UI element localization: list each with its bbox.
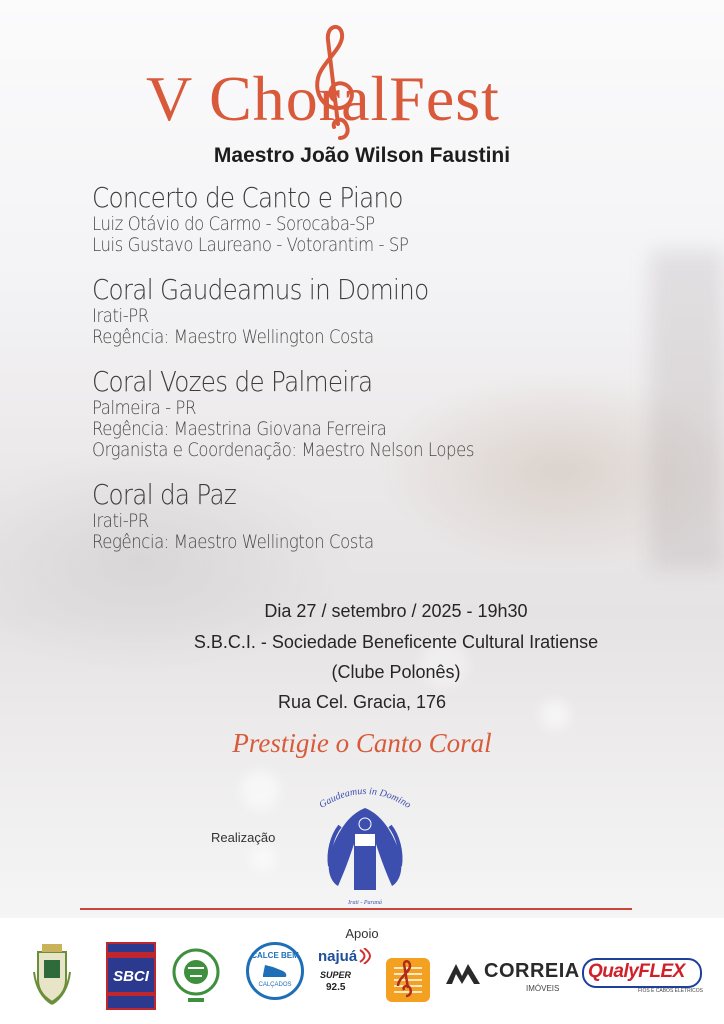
roof-icon (446, 962, 480, 984)
centro-cultural-logo (170, 942, 222, 1006)
event-name: Coral da Paz (92, 478, 237, 511)
event-detail: Irati-PR (92, 510, 149, 532)
background-bokeh (250, 845, 276, 871)
qualyflex-sub: FIOS E CABOS ELÉTRICOS (638, 988, 704, 994)
city-coat-of-arms-logo (32, 942, 72, 1008)
festival-subtitle: Maestro João Wilson Faustini (213, 144, 511, 167)
event-venue: S.B.C.I. - Sociedade Beneficente Cultural Iratiense (193, 632, 599, 652)
svg-text:Gaudeamus in Domino (317, 786, 412, 811)
realizacao-label: Realização (211, 830, 276, 845)
slogan: Prestigie o Canto Coral (232, 728, 492, 758)
event-detail: Regência: Maestrina Giovana Ferreira (92, 418, 387, 440)
correia-imoveis-logo (446, 960, 580, 1000)
sbci-logo (106, 942, 156, 1010)
qualyflex-logo (582, 958, 702, 998)
event-venue-alias: (Clube Polonês) (331, 662, 461, 682)
festival-title: V ChoralFest (146, 63, 500, 134)
event-detail: Organista e Coordenação: Maestro Nelson Lopes (92, 439, 475, 461)
event-item (92, 182, 692, 256)
event-detail: Luis Gustavo Laureano - Votorantim - SP (92, 234, 409, 256)
divider-line (80, 908, 632, 910)
event-item (92, 366, 692, 461)
event-detail: Irati-PR (92, 305, 149, 327)
event-list (92, 182, 692, 571)
correia-sub: IMÓVEIS (526, 984, 560, 993)
event-title-block (0, 20, 724, 145)
najua-radio-logo (318, 948, 374, 1004)
calce-bem-sub: CALÇADOS (258, 982, 292, 988)
event-detail: Palmeira - PR (92, 397, 197, 419)
radio-waves-icon (358, 948, 372, 964)
event-item (92, 479, 692, 553)
correia-text: CORREIA (484, 960, 580, 982)
shoe-icon (261, 961, 289, 981)
event-name: Coral Gaudeamus in Domino (92, 273, 429, 306)
event-date: Dia 27 / setembro / 2025 - 19h30 (264, 601, 528, 621)
calce-bem-text: CALCE BEM (251, 951, 299, 960)
calce-bem-logo (246, 942, 304, 1000)
event-detail: Regência: Maestro Wellington Costa (92, 531, 374, 553)
event-detail: Regência: Maestro Wellington Costa (92, 326, 374, 348)
event-name: Coral Vozes de Palmeira (92, 365, 373, 398)
apoio-label: Apoio (345, 926, 379, 941)
event-detail: Luiz Otávio do Carmo - Sorocaba-SP (92, 213, 375, 235)
event-address: Rua Cel. Gracia, 176 (277, 692, 447, 712)
sponsors-footer (0, 918, 724, 1024)
organizer-logo (310, 778, 420, 908)
najua-frequency: 92.5 (326, 982, 346, 993)
music-school-logo (384, 956, 432, 1004)
sbci-text: SBCI (113, 968, 149, 985)
organizer-name: Gaudeamus in Domino (317, 785, 413, 811)
qualyflex-text: QualyFLEX (588, 961, 685, 982)
najua-super: SUPER (320, 970, 352, 980)
event-item (92, 274, 692, 348)
najua-name: najuá (318, 948, 358, 965)
event-name: Concerto de Canto e Piano (92, 181, 403, 214)
background-bokeh (240, 770, 280, 810)
organizer-place: Irati - Paraná (348, 900, 382, 906)
